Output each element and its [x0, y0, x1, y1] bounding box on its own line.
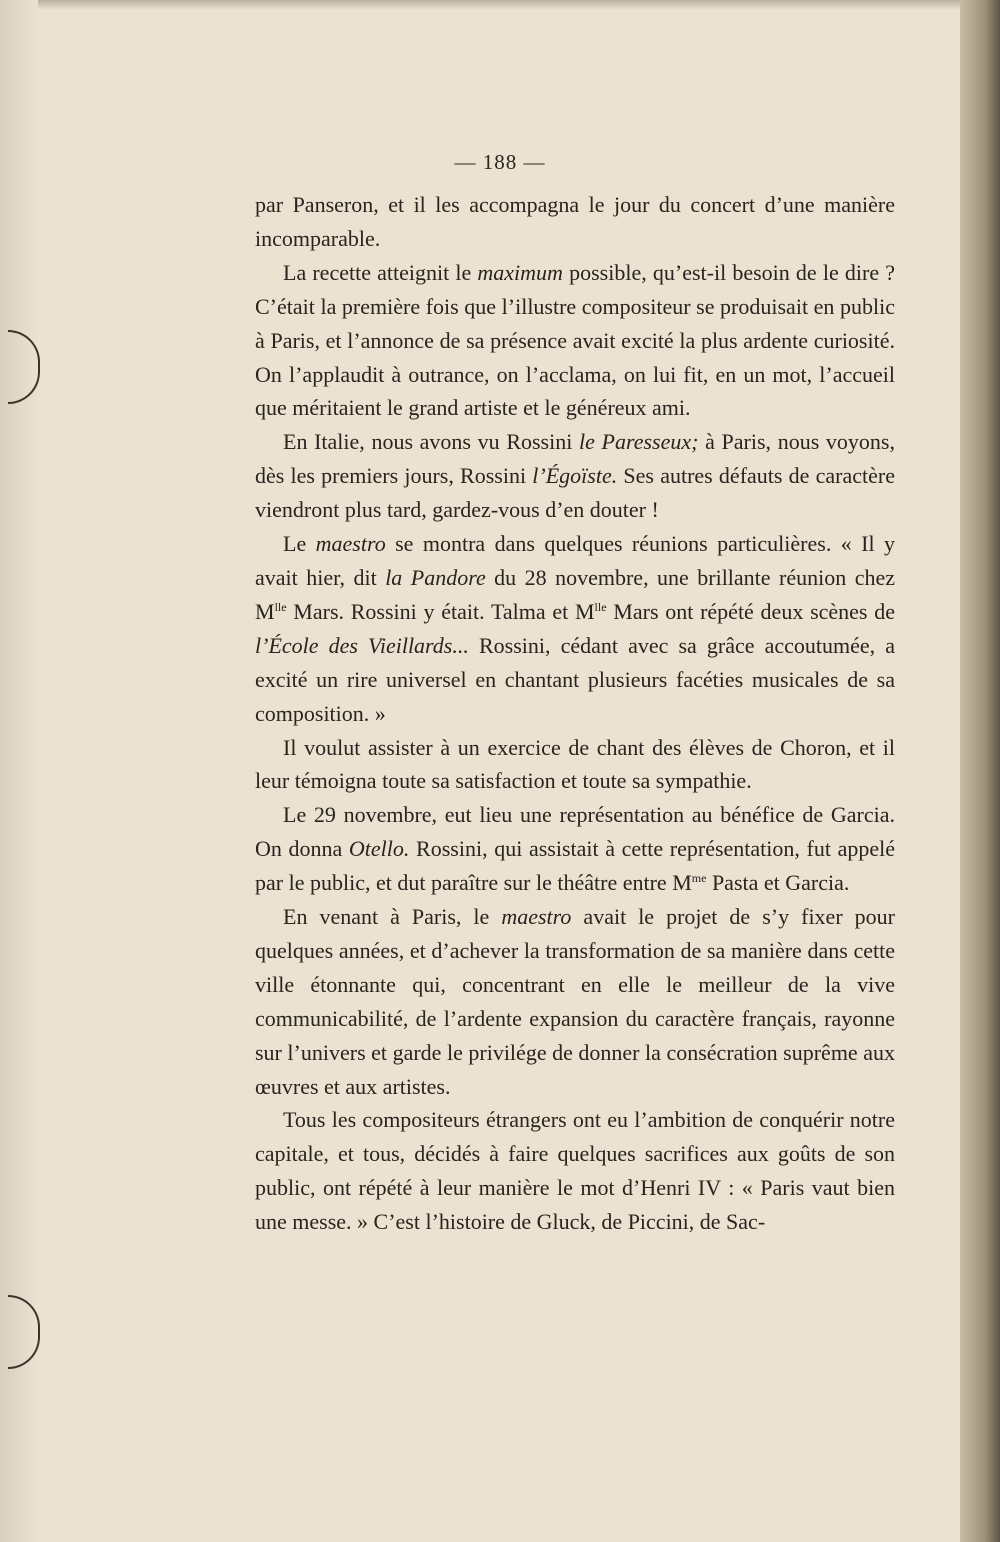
text-run: se montra dans quelques réunions particulières. « Il y avait hier, dit: [255, 531, 895, 590]
text-run: Mars. Rossini y était. Talma et M: [286, 598, 595, 624]
italic-text: la Pandore: [385, 564, 486, 590]
italic-text: l’Égoïste.: [532, 463, 618, 489]
text-run: Le 29 novembre, eut lieu une représentation au bénéfice de Garcia. On donna: [255, 802, 895, 862]
text-run: Mars ont répété deux scènes de: [606, 598, 895, 624]
text-run: Il voulut assister à un exercice de chant des élèves de Choron, et il leur témoigna toute sa satisfaction et toute sa sympathie.: [255, 734, 895, 794]
paragraph: [255, 188, 895, 256]
text-run: La recette atteignit le: [283, 259, 478, 285]
text-run: Le: [283, 531, 316, 557]
superscript-text: lle: [274, 599, 287, 614]
text-run: En Italie, nous avons vu Rossini: [283, 429, 579, 455]
page-fore-edge: [960, 0, 1000, 1542]
text-run: Pasta et Garcia.: [706, 870, 850, 896]
italic-text: maestro: [501, 904, 572, 930]
paragraph: [255, 798, 895, 900]
text-run: à Paris, nous voyons, dès les premiers jours, Rossini: [255, 429, 895, 489]
page-number: — 188 —: [454, 150, 546, 174]
text-run: Rossini, cédant avec sa grâce accoutumée, a excité un rire universel en chantant plusieurs facéties musicales de sa composition. »: [255, 632, 895, 726]
italic-text: l’École des Vieillards...: [255, 632, 469, 658]
paragraph: [255, 527, 895, 730]
paragraph: [255, 256, 895, 426]
italic-text: maximum: [477, 259, 563, 285]
text-run: En venant à Paris, le: [283, 904, 502, 930]
paragraph: [255, 731, 895, 799]
paragraph: [255, 425, 895, 527]
text-run: par Panseron, et il les accompagna le jour du concert d’une manière incomparable.: [255, 192, 895, 251]
italic-text: Otello.: [348, 836, 410, 862]
body-text: [255, 188, 895, 1239]
superscript-text: lle: [594, 599, 607, 614]
text-run: Rossini, qui assistait à cette représentation, fut appelé par le public, et dut paraître sur le théâtre entre M: [255, 836, 895, 896]
italic-text: le Paresseux;: [579, 429, 699, 455]
text-run: avait le projet de s’y fixer pour quelques années, et d’achever la transformation de sa manière dans cette ville étonnante qui, concentrant en elle le meilleur de la vive communicabilité, de l’ardente expansion du caractère français, rayonne sur l’univers et garde le privilége de donner la consécration suprême aux œuvres et aux artistes.: [255, 904, 895, 1099]
italic-text: maestro: [315, 531, 386, 557]
paragraph: [255, 900, 895, 1103]
text-run: Tous les compositeurs étrangers ont eu l’ambition de conquérir notre capitale, et tous, décidés à faire quelques sacrifices aux goûts de son public, ont répété à leur manière le mot d’Henri IV : « Paris vaut bien une messe. » C’est l’histoire de Gluck, de Piccini, de Sac-: [255, 1107, 895, 1235]
superscript-text: me: [691, 871, 707, 886]
text-run: Ses autres défauts de caractère viendront plus tard, gardez-vous d’en douter !: [255, 463, 895, 523]
page-top-edge: [0, 0, 1000, 10]
paragraph: [255, 1103, 895, 1239]
text-run: possible, qu’est-il besoin de le dire ? C’était la première fois que l’illustre compositeur se produisait en public à Paris, et l’annonce de sa présence avait excité la plus ardente curiosité. On l’applaudit à outrance, on l’acclama, on lui fit, en un mot, l’accueil que méritaient le grand artiste et le généreux ami.: [255, 259, 896, 421]
text-run: du 28 novembre, une brillante réunion chez M: [255, 564, 895, 624]
